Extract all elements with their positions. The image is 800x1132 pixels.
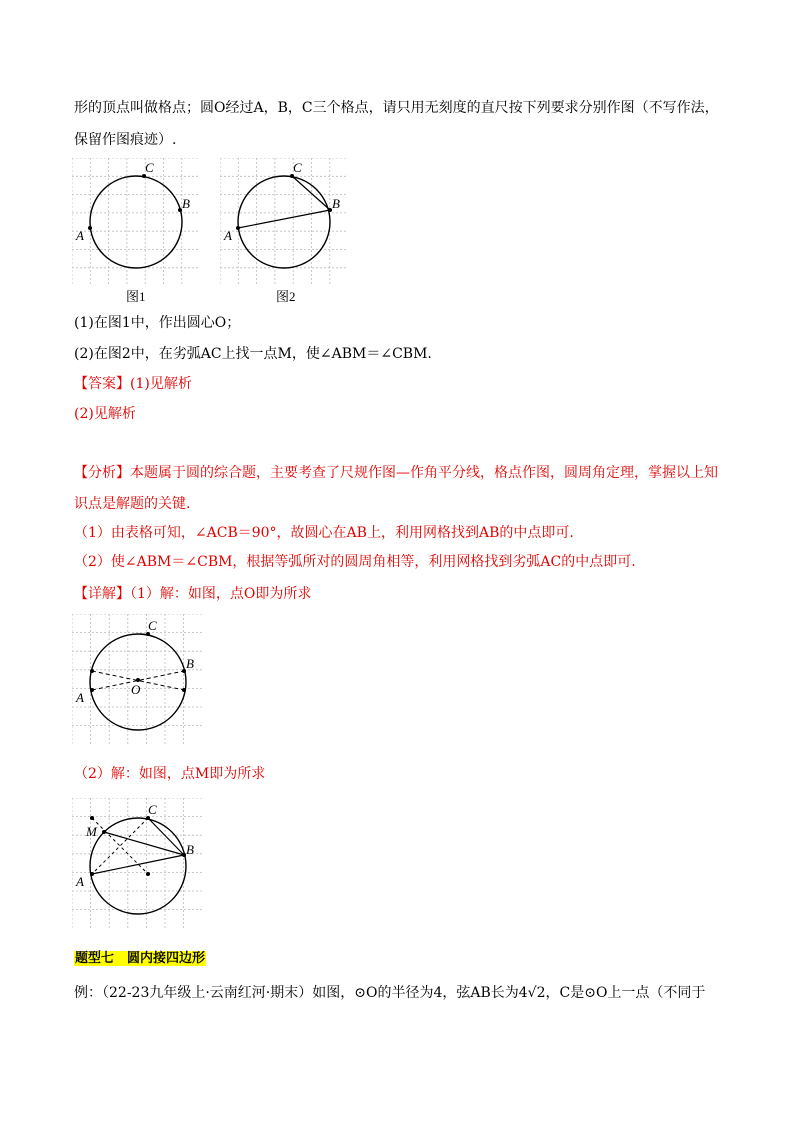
- section-title: [74, 948, 206, 969]
- point-A: [88, 226, 92, 230]
- point-A: [236, 226, 240, 230]
- figure-1: [72, 158, 202, 292]
- answer-line-2: (2)见解析: [74, 406, 136, 422]
- label-C: C: [145, 160, 154, 175]
- label-B: B: [182, 196, 190, 211]
- label-B: B: [186, 842, 194, 857]
- question-1: (1)在图1中，作出圆心O；: [74, 315, 241, 331]
- intro-line-2: 保留作图痕迹）.: [74, 132, 177, 148]
- section-title-text: 题型七 圆内接四边形: [75, 951, 206, 966]
- answer-line-1: 【答案】(1)见解析: [74, 376, 192, 392]
- label-A: A: [76, 690, 84, 705]
- fig1-caption: 图1: [126, 289, 146, 304]
- example-line: 例：（22-23九年级上·云南红河·期末）如图，⊙O的半径为4，弦AB长为4√2，C是⊙O上一点（不同于: [74, 985, 706, 1001]
- detail-line-1: 【详解】（1）解：如图，点O即为所求: [74, 586, 312, 602]
- label-A: A: [76, 874, 84, 889]
- label-A: A: [224, 228, 232, 243]
- point-A: [90, 872, 94, 876]
- fig2-caption: 图2: [276, 289, 296, 304]
- analysis-line-4: （2）使∠ABM＝∠CBM，根据等弧所对的圆周角相等，利用网格找到劣弧AC的中点即可.: [74, 554, 636, 570]
- label-B: B: [332, 196, 340, 211]
- label-C: C: [148, 618, 157, 633]
- label-O: O: [131, 682, 141, 697]
- question-2: (2)在图2中，在劣弧AC上找一点M，使∠ABM＝∠CBM.: [74, 346, 432, 362]
- figure-2: [220, 158, 350, 292]
- detail-line-2: （2）解：如图，点M即为所求: [74, 766, 266, 782]
- label-C: C: [148, 802, 157, 817]
- analysis-line-1: 【分析】本题属于圆的综合题，主要考查了尺规作图—作角平分线，格点作图，圆周角定理，掌握以上知: [74, 465, 718, 481]
- analysis-line-2: 识点是解题的关键.: [74, 496, 191, 512]
- point-A: [90, 688, 94, 692]
- figure-3: [72, 614, 206, 752]
- label-B: B: [186, 656, 194, 671]
- analysis-line-3: （1）由表格可知，∠ACB＝90°，故圆心在AB上，利用网格找到AB的中点即可.: [74, 525, 574, 541]
- point-M: [102, 830, 106, 834]
- label-M: M: [86, 824, 97, 839]
- figure-4: [72, 798, 206, 936]
- intro-line-1: 形的顶点叫做格点；圆O经过A，B，C三个格点，请只用无刻度的直尺按下列要求分别作图（不写作法，: [74, 100, 719, 116]
- label-C: C: [293, 160, 302, 175]
- label-A: A: [76, 228, 84, 243]
